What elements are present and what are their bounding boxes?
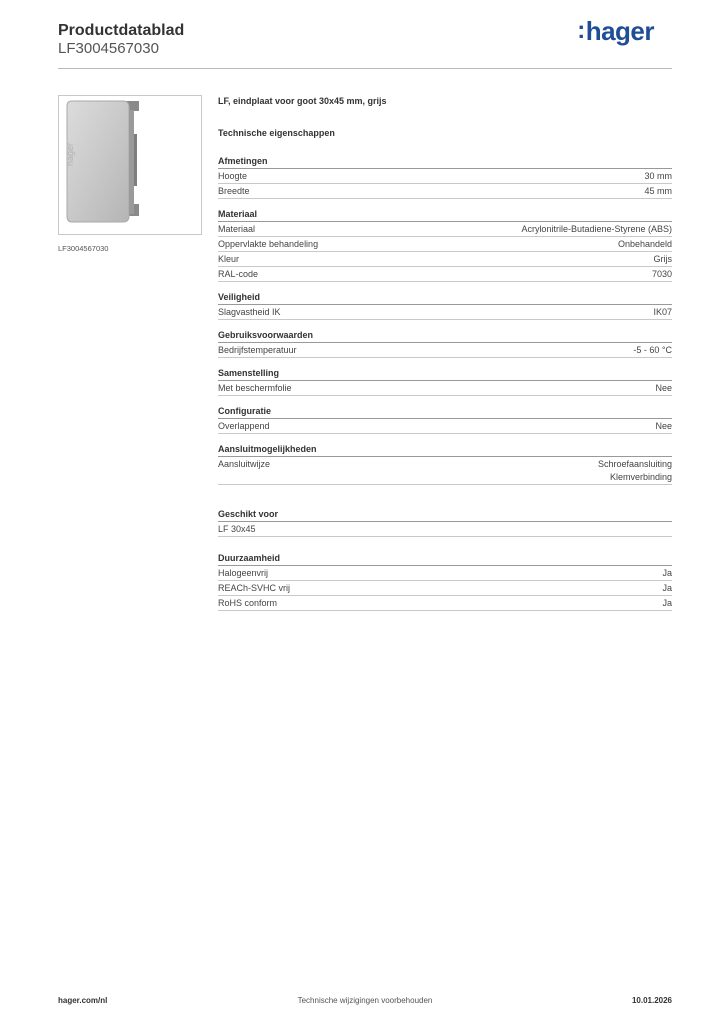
spec-section (218, 290, 672, 320)
spec-value (655, 382, 672, 395)
article-number: LF3004567030 (58, 40, 159, 57)
section-title: Gebruiksvoorwaarden (218, 328, 672, 343)
spec-label: LF 30x45 (218, 524, 256, 534)
spec-row (218, 184, 672, 199)
image-caption: LF3004567030 (58, 244, 109, 253)
spec-row (218, 222, 672, 237)
spec-value-line: Schroefaansluiting (597, 459, 672, 469)
spec-value-line: Onbehandeld (617, 239, 672, 249)
spec-value (644, 170, 672, 183)
product-image (58, 95, 202, 235)
spec-value (655, 420, 672, 433)
spec-value-line: -5 - 60 °C (633, 345, 672, 355)
spec-label: REACh-SVHC vrij (218, 583, 291, 593)
section-title: Configuratie (218, 404, 672, 419)
section-title: Veiligheid (218, 290, 672, 305)
spec-row (218, 596, 672, 611)
spec-label: Met beschermfolie (218, 383, 292, 393)
spec-value-line: Ja (662, 568, 672, 578)
spec-row (218, 522, 672, 537)
section-title: Samenstelling (218, 366, 672, 381)
spec-label: Slagvastheid IK (218, 307, 281, 317)
spec-row (218, 457, 672, 485)
spec-value (633, 344, 672, 357)
spec-row (218, 343, 672, 358)
section-title: Geschikt voor (218, 507, 672, 522)
spec-value (652, 268, 672, 281)
spec-sections (218, 154, 672, 485)
spec-row (218, 381, 672, 396)
spec-label: Bedrijfstemperatuur (218, 345, 297, 355)
spec-value (644, 185, 672, 198)
spec-row (218, 237, 672, 252)
spec-label: Kleur (218, 254, 240, 264)
section-title: Duurzaamheid (218, 551, 672, 566)
spec-value-line: Klemverbinding (609, 472, 672, 482)
spec-value-line: IK07 (653, 307, 672, 317)
spec-label: Breedte (218, 186, 250, 196)
spec-label: RoHS conform (218, 598, 278, 608)
spec-label: Hoogte (218, 171, 248, 181)
spec-section (218, 366, 672, 396)
spec-value (654, 253, 673, 266)
spec-value-line: Nee (655, 383, 672, 393)
spec-value (521, 223, 672, 236)
spec-row (218, 581, 672, 596)
spec-value-line: 7030 (651, 269, 672, 279)
footer-disclaimer: Technische wijzigingen voorbehouden (297, 996, 433, 1005)
spec-value-line: 30 mm (644, 171, 672, 181)
spec-section (218, 207, 672, 282)
spec-value (662, 582, 672, 595)
spec-row (218, 267, 672, 282)
product-title: LF, eindplaat voor goot 30x45 mm, grijs (218, 96, 387, 106)
section-title: Aansluitmogelijkheden (218, 442, 672, 457)
spec-section (218, 404, 672, 434)
spec-value-line: Acrylonitrile-Butadiene-Styrene (ABS) (521, 224, 672, 234)
spec-content (218, 96, 672, 611)
spec-row (218, 305, 672, 320)
spec-value (662, 567, 672, 580)
spec-value-line: 45 mm (644, 186, 672, 196)
section-title: Materiaal (218, 207, 672, 222)
spec-value (653, 306, 672, 319)
spec-section (218, 328, 672, 358)
spec-value (598, 458, 672, 484)
spec-row (218, 252, 672, 267)
spec-value (662, 597, 672, 610)
svg-text:hager: hager (65, 142, 75, 166)
sustainability-rows (218, 566, 672, 611)
spec-value (618, 238, 672, 251)
spec-label: Overlappend (218, 421, 270, 431)
spec-label: RAL-code (218, 269, 259, 279)
spec-label: Materiaal (218, 224, 256, 234)
spec-section (218, 154, 672, 199)
spec-label: Aansluitwijze (218, 459, 271, 469)
page-title: Productdatablad (58, 22, 185, 39)
spec-section (218, 442, 672, 485)
spec-value-line: Ja (662, 598, 672, 608)
footer-date: 10.01.2026 (631, 996, 672, 1005)
spec-value-line: Ja (662, 583, 672, 593)
suitable-rows (218, 522, 672, 537)
footer-website[interactable]: hager.com/nl (58, 996, 108, 1005)
hager-logo: :hager (577, 16, 654, 46)
tech-heading: Technische eigenschappen (218, 128, 335, 138)
spec-value-line: Grijs (653, 254, 672, 264)
sustainability-section (218, 551, 672, 611)
spec-value-line: Nee (655, 421, 672, 431)
spec-row (218, 169, 672, 184)
suitable-section (218, 507, 672, 537)
spec-label: Oppervlakte behandeling (218, 239, 319, 249)
header-divider (58, 68, 672, 69)
section-title: Afmetingen (218, 154, 672, 169)
end-plate-illustration (59, 96, 201, 234)
spec-row (218, 419, 672, 434)
spec-label: Halogeenvrij (218, 568, 269, 578)
logo-text: hager (585, 16, 654, 46)
spec-row (218, 566, 672, 581)
